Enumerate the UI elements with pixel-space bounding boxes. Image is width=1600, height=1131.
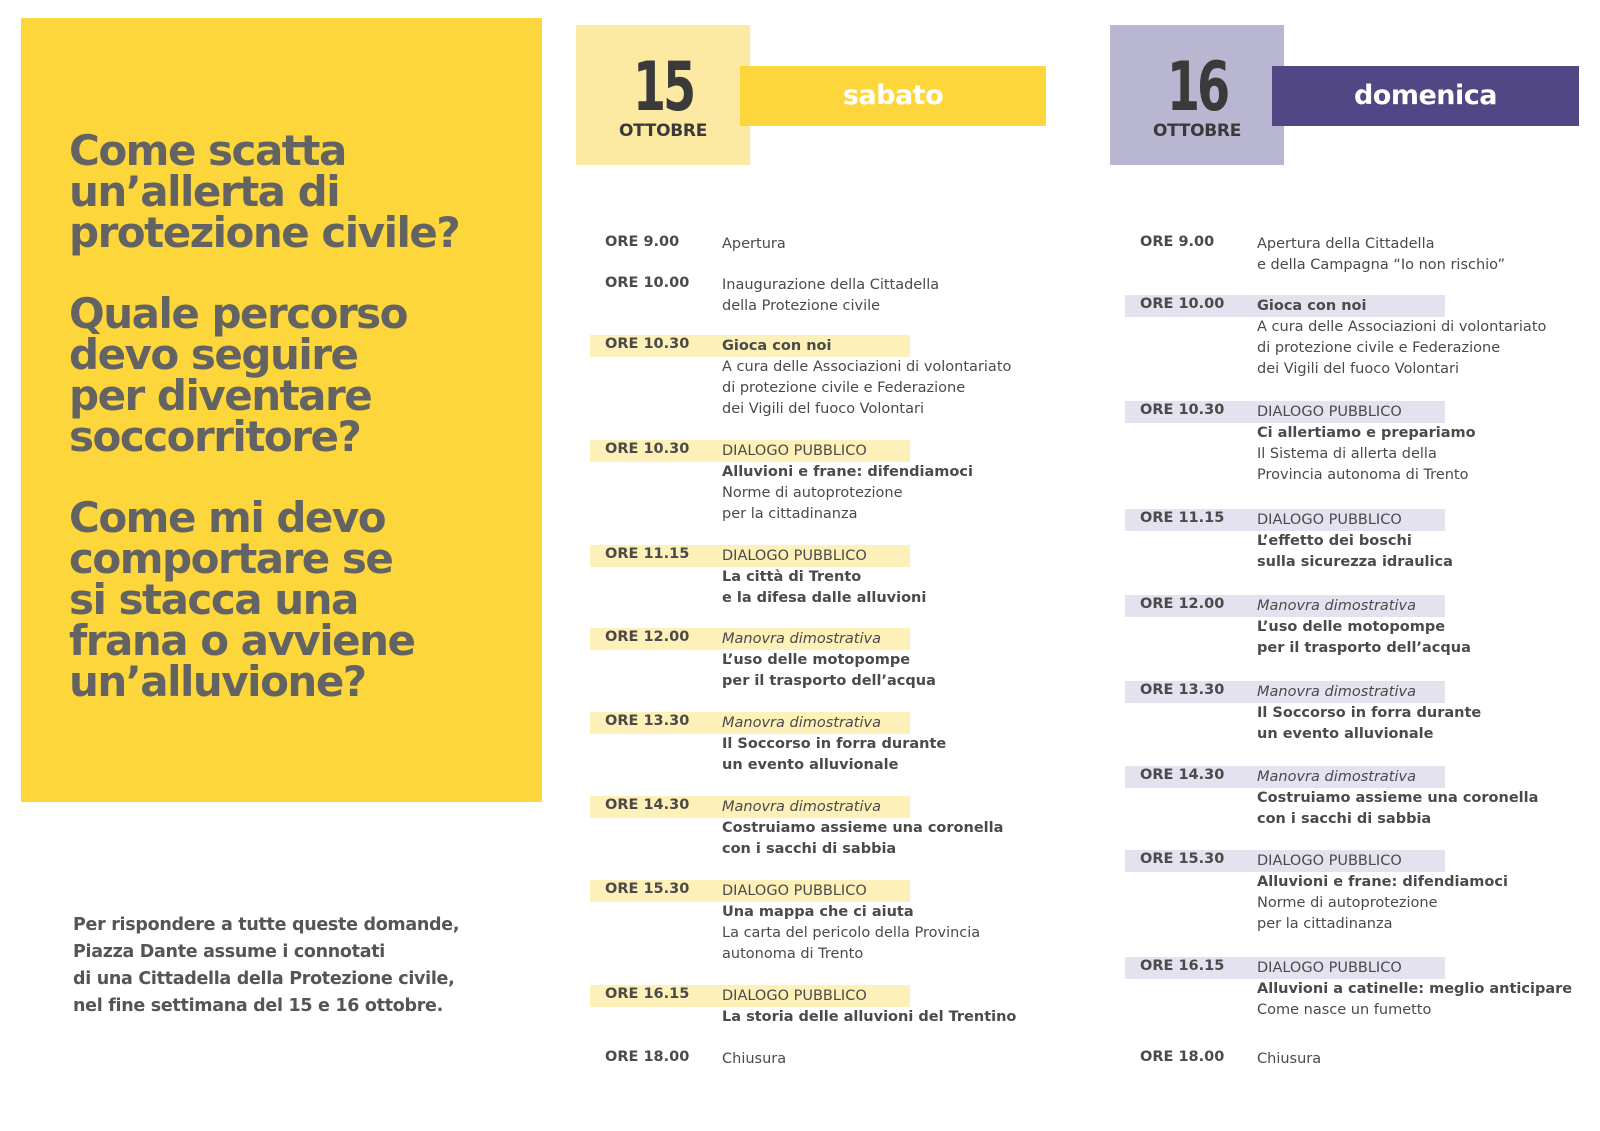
event-time: ORE 16.15 bbox=[605, 986, 690, 1002]
event-time: ORE 10.30 bbox=[1140, 402, 1225, 418]
event-time: ORE 15.30 bbox=[1140, 851, 1225, 867]
event-description bbox=[1257, 296, 1546, 380]
event-description bbox=[722, 629, 936, 692]
event-line: Manovra dimostrativa bbox=[1257, 769, 1416, 785]
event-description bbox=[722, 275, 939, 317]
event-line: L’uso delle motopompe bbox=[722, 652, 911, 668]
event-line: Norme di autoprotezione bbox=[1257, 895, 1438, 911]
event-line: Gioca con noi bbox=[1257, 298, 1367, 314]
event-time: ORE 10.30 bbox=[605, 336, 690, 352]
event-line: sulla sicurezza idraulica bbox=[1257, 554, 1453, 570]
event-time: ORE 18.00 bbox=[1140, 1049, 1225, 1065]
event-line: Costruiamo assieme una coronella bbox=[722, 820, 1004, 836]
event-time: ORE 9.00 bbox=[1140, 234, 1215, 250]
event-line: La città di Trento bbox=[722, 569, 862, 585]
event-time: ORE 13.30 bbox=[605, 713, 690, 729]
event-description bbox=[722, 546, 926, 609]
date-number: 16 bbox=[1166, 48, 1228, 127]
event-line: DIALOGO PUBBLICO bbox=[1257, 404, 1402, 420]
event-time: ORE 18.00 bbox=[605, 1049, 690, 1065]
event-line: A cura delle Associazioni di volontariato bbox=[1257, 319, 1547, 335]
event-description bbox=[1257, 767, 1538, 830]
event-description bbox=[722, 986, 1016, 1028]
event-line: per il trasporto dell’acqua bbox=[722, 673, 936, 689]
event-description bbox=[722, 441, 973, 525]
event-line: Provincia autonoma di Trento bbox=[1257, 467, 1469, 483]
event-line: A cura delle Associazioni di volontariato bbox=[722, 359, 1012, 375]
event-description bbox=[1257, 851, 1508, 935]
event-line: Alluvioni e frane: difendiamoci bbox=[722, 464, 973, 480]
event-line: DIALOGO PUBBLICO bbox=[722, 988, 867, 1004]
event-line: Manovra dimostrativa bbox=[1257, 598, 1416, 614]
event-line: autonoma di Trento bbox=[722, 946, 864, 962]
event-line: un evento alluvionale bbox=[722, 757, 899, 773]
event-description bbox=[1257, 958, 1572, 1021]
event-line: Manovra dimostrativa bbox=[722, 631, 881, 647]
event-time: ORE 10.30 bbox=[605, 441, 690, 457]
questions-panel bbox=[21, 18, 542, 802]
event-line: Alluvioni e frane: difendiamoci bbox=[1257, 874, 1508, 890]
event-description bbox=[722, 797, 1003, 860]
event-line: della Protezione civile bbox=[722, 298, 881, 314]
event-line: Alluvioni a catinelle: meglio anticipare bbox=[1257, 981, 1573, 997]
date-box-15 bbox=[576, 25, 750, 165]
event-line: Una mappa che ci aiuta bbox=[722, 904, 914, 920]
date-box-16 bbox=[1110, 25, 1284, 165]
event-time: ORE 11.15 bbox=[1140, 510, 1225, 526]
event-line: con i sacchi di sabbia bbox=[1257, 811, 1432, 827]
date-month: OTTOBRE bbox=[618, 121, 708, 141]
event-description bbox=[1257, 1049, 1321, 1070]
event-time: ORE 15.30 bbox=[605, 881, 690, 897]
event-line: e la difesa dalle alluvioni bbox=[722, 590, 927, 606]
event-line: Norme di autoprotezione bbox=[722, 485, 903, 501]
event-line: La storia delle alluvioni del Trentino bbox=[722, 1009, 1017, 1025]
event-description bbox=[1257, 682, 1481, 745]
event-line: per la cittadinanza bbox=[1257, 916, 1393, 932]
event-description bbox=[722, 234, 786, 255]
event-line: dei Vigili del fuoco Volontari bbox=[1257, 361, 1459, 377]
event-line: e della Campagna “Io non rischio” bbox=[1257, 257, 1506, 273]
event-line: Il Sistema di allerta della bbox=[1257, 446, 1437, 462]
weekday-bar: domenica bbox=[1272, 66, 1579, 126]
event-time: ORE 10.00 bbox=[605, 275, 690, 291]
event-line: DIALOGO PUBBLICO bbox=[1257, 960, 1402, 976]
event-time: ORE 12.00 bbox=[1140, 596, 1225, 612]
event-description bbox=[722, 1049, 786, 1070]
event-time: ORE 11.15 bbox=[605, 546, 690, 562]
event-line: DIALOGO PUBBLICO bbox=[722, 883, 867, 899]
event-description bbox=[722, 713, 946, 776]
event-time: ORE 14.30 bbox=[1140, 767, 1225, 783]
event-time: ORE 9.00 bbox=[605, 234, 680, 250]
weekday-bar: sabato bbox=[740, 66, 1046, 126]
event-time: ORE 12.00 bbox=[605, 629, 690, 645]
event-line: Apertura della Cittadella bbox=[1257, 236, 1435, 252]
event-line: DIALOGO PUBBLICO bbox=[722, 548, 867, 564]
event-line: Ci allertiamo e prepariamo bbox=[1257, 425, 1476, 441]
questions-list bbox=[69, 126, 529, 742]
event-time: ORE 10.00 bbox=[1140, 296, 1225, 312]
event-time: ORE 13.30 bbox=[1140, 682, 1225, 698]
event-line: Come nasce un fumetto bbox=[1257, 1002, 1432, 1018]
event-line: Il Soccorso in forra durante bbox=[1257, 705, 1482, 721]
date-number: 15 bbox=[632, 48, 694, 127]
event-time: ORE 14.30 bbox=[605, 797, 690, 813]
event-line: Gioca con noi bbox=[722, 338, 832, 354]
event-line: Apertura bbox=[722, 236, 786, 252]
event-line: un evento alluvionale bbox=[1257, 726, 1434, 742]
event-line: di protezione civile e Federazione bbox=[722, 380, 966, 396]
event-line: di protezione civile e Federazione bbox=[1257, 340, 1501, 356]
event-line: Manovra dimostrativa bbox=[1257, 684, 1416, 700]
event-line: con i sacchi di sabbia bbox=[722, 841, 897, 857]
question-rescuer: Quale percorso devo seguire per diventare soccorritore? bbox=[69, 289, 408, 461]
event-description bbox=[1257, 402, 1476, 486]
event-line: per il trasporto dell’acqua bbox=[1257, 640, 1471, 656]
event-line: Costruiamo assieme una coronella bbox=[1257, 790, 1539, 806]
event-line: dei Vigili del fuoco Volontari bbox=[722, 401, 924, 417]
event-line: DIALOGO PUBBLICO bbox=[1257, 853, 1402, 869]
event-line: Il Soccorso in forra durante bbox=[722, 736, 947, 752]
event-line: Chiusura bbox=[1257, 1051, 1322, 1067]
intro-text: Per rispondere a tutte queste domande, Piazza Dante assume i connotati di una Cittadella della Protezione civile, nel fine settimana del 15 e 16 ottobre. bbox=[73, 915, 460, 1016]
event-line: Chiusura bbox=[722, 1051, 787, 1067]
event-line: L’uso delle motopompe bbox=[1257, 619, 1446, 635]
event-description bbox=[1257, 596, 1471, 659]
event-line: L’effetto dei boschi bbox=[1257, 533, 1412, 549]
date-month: OTTOBRE bbox=[1152, 121, 1242, 141]
question-alert: Come scatta un’allerta di protezione civile? bbox=[69, 126, 460, 257]
event-line: Manovra dimostrativa bbox=[722, 799, 881, 815]
event-line: La carta del pericolo della Provincia bbox=[722, 925, 981, 941]
question-landslide: Come mi devo comportare se si stacca una frana o avviene un’alluvione? bbox=[69, 493, 415, 706]
event-line: Manovra dimostrativa bbox=[722, 715, 881, 731]
event-description bbox=[722, 881, 980, 965]
event-description bbox=[1257, 510, 1453, 573]
event-line: DIALOGO PUBBLICO bbox=[1257, 512, 1402, 528]
event-line: DIALOGO PUBBLICO bbox=[722, 443, 867, 459]
event-line: per la cittadinanza bbox=[722, 506, 858, 522]
event-time: ORE 16.15 bbox=[1140, 958, 1225, 974]
event-description bbox=[1257, 234, 1505, 276]
event-description bbox=[722, 336, 1011, 420]
event-line: Inaugurazione della Cittadella bbox=[722, 277, 940, 293]
